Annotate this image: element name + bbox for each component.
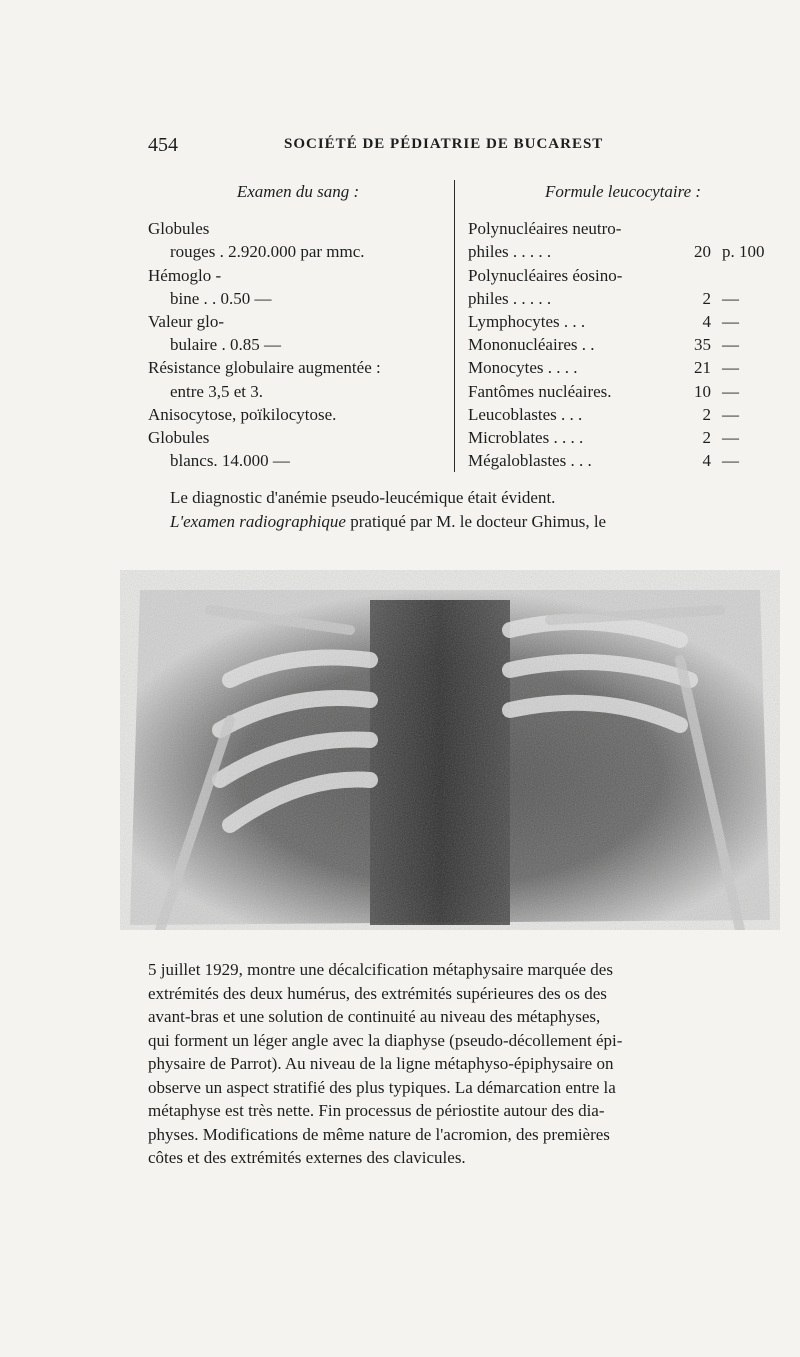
- leuko-cell-label: philes . . . . .: [468, 242, 552, 262]
- radiograph-image: [120, 570, 780, 930]
- leuko-formula-row: [468, 426, 778, 449]
- italic-phrase: L'examen radiographique: [170, 511, 346, 531]
- leuko-cell-unit: —: [722, 381, 739, 401]
- leuko-cell-label: Polynucléaires éosino-: [468, 265, 623, 285]
- paragraph-line: physaire de Parrot). Au niveau de la ligne métaphyso-épiphysaire on: [148, 1054, 614, 1073]
- leuko-formula-rows: [468, 217, 778, 472]
- leuko-cell-value: 4: [702, 451, 711, 471]
- leuko-formula-row: [468, 403, 778, 426]
- leuko-cell-unit: —: [722, 404, 739, 424]
- leuko-cell-label: philes . . . . .: [468, 288, 552, 308]
- leuko-cell-label: Mégaloblastes . . .: [468, 451, 592, 471]
- paragraph-line: qui forment un léger angle avec la diaphyse (pseudo-décollement épi-: [148, 1030, 623, 1050]
- blood-exam-line: Globules: [148, 219, 210, 239]
- leuko-cell-unit: —: [722, 427, 739, 447]
- blood-exam-line: Anisocytose, poïkilocytose.: [148, 404, 337, 424]
- leuko-formula-row: [468, 240, 778, 263]
- leuko-cell-label: Monocytes . . . .: [468, 358, 578, 378]
- leuko-cell-value: 2: [702, 288, 711, 308]
- leuko-formula-row: [468, 287, 778, 310]
- leuko-cell-value: 20: [694, 242, 711, 262]
- leuko-cell-value: 2: [702, 427, 711, 447]
- paragraph-line: côtes et des extrémités externes des clavicules.: [148, 1148, 466, 1167]
- paragraph-line: 5 juillet 1929, montre une décalcification métaphysaire marquée des: [148, 960, 613, 979]
- leuko-cell-unit: —: [722, 311, 739, 331]
- leuko-cell-label: Microblates . . . .: [468, 427, 584, 447]
- leuko-cell-value: 21: [694, 358, 711, 378]
- leuko-formula-row: [468, 217, 778, 240]
- leuko-formula-row: [468, 264, 778, 287]
- leuko-cell-unit: —: [722, 358, 739, 378]
- paragraph-line: Le diagnostic d'anémie pseudo-leucémique était évident.: [170, 488, 556, 507]
- leuko-cell-unit: p. 100: [722, 242, 765, 262]
- column-divider: [454, 180, 455, 472]
- leuko-formula-row: [468, 380, 778, 403]
- leuko-cell-label: Lymphocytes . . .: [468, 311, 586, 331]
- leuko-formula-row: [468, 356, 778, 379]
- leuko-cell-unit: —: [722, 451, 739, 471]
- blood-exam-line: rouges . 2.920.000 par mmc.: [170, 242, 365, 262]
- blood-exam-line: Hémoglo -: [148, 265, 222, 285]
- paragraph-line: extrémités des deux humérus, des extrémités supérieures des os des: [148, 983, 607, 1003]
- leuko-cell-label: Polynucléaires neutro-: [468, 219, 622, 239]
- page-header: [148, 134, 768, 158]
- blood-exam-line: bine . . 0.50 —: [170, 288, 272, 308]
- leuko-cell-value: 2: [702, 404, 711, 424]
- paragraph-line: avant-bras et une solution de continuité au niveau des métaphyses,: [148, 1007, 601, 1026]
- leuko-formula-row: [468, 310, 778, 333]
- blood-exam-line: entre 3,5 et 3.: [170, 381, 263, 401]
- leuko-cell-unit: —: [722, 288, 739, 308]
- paragraph-line: [148, 510, 760, 534]
- leuko-cell-unit: —: [722, 335, 739, 355]
- running-title: SOCIÉTÉ DE PÉDIATRIE DE BUCAREST: [284, 136, 604, 152]
- paragraph-line: observe un aspect stratifié des plus typiques. La démarcation entre la: [148, 1077, 616, 1097]
- leuko-cell-value: 4: [702, 311, 711, 331]
- leuko-formula-column: [468, 180, 778, 472]
- paragraph-text: pratiqué par M. le docteur Ghimus, le: [345, 511, 607, 531]
- page-number: 454: [148, 134, 178, 156]
- leuko-formula-heading: Formule leucocytaire :: [544, 182, 702, 201]
- leuko-cell-label: Mononucléaires . .: [468, 335, 595, 355]
- blood-exam-line: blancs. 14.000 —: [170, 451, 290, 471]
- blood-exam-line: Globules: [148, 428, 210, 448]
- diagnosis-paragraph: [148, 486, 760, 533]
- blood-exam-heading: Examen du sang :: [236, 182, 360, 201]
- radiograph-paragraph: [148, 958, 760, 1170]
- blood-exam-line: Résistance globulaire augmentée :: [148, 358, 381, 378]
- leuko-formula-row: [468, 333, 778, 356]
- blood-exam-line: bulaire . 0.85 —: [170, 335, 281, 355]
- leuko-cell-label: Leucoblastes . . .: [468, 404, 583, 424]
- paragraph-line: métaphyse est très nette. Fin processus de périostite autour des dia-: [148, 1101, 605, 1120]
- leuko-cell-label: Fantômes nucléaires.: [468, 381, 612, 401]
- leuko-formula-row: [468, 449, 778, 472]
- paragraph-line: physes. Modifications de même nature de l'acromion, des premières: [148, 1124, 610, 1144]
- leuko-cell-value: 35: [694, 335, 711, 355]
- blood-exam-line: Valeur glo-: [148, 312, 225, 332]
- blood-exam-column: [148, 180, 448, 472]
- leuko-cell-value: 10: [694, 381, 711, 401]
